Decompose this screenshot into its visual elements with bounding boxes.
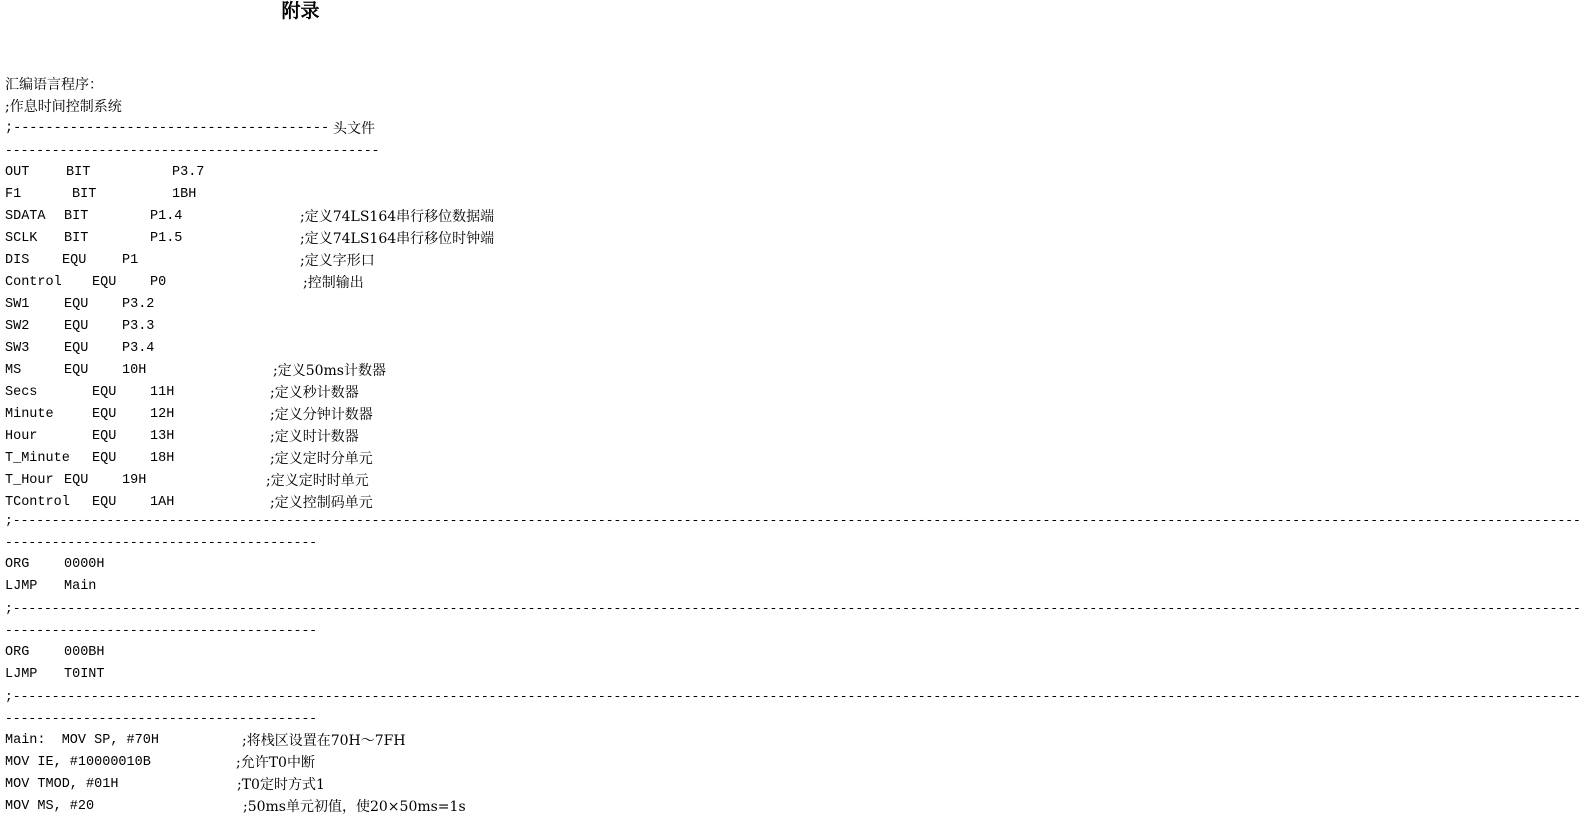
ljmp-instruction: LJMP (5, 579, 38, 594)
def-comment: ;定义分钟计数器 (270, 407, 373, 423)
def-value: P1.5 (150, 231, 183, 246)
def-comment: ;定义74LS164串行移位数据端 (300, 209, 495, 225)
def-name: TControl (5, 495, 70, 510)
separator-2-cont: ---------------------------------------- (5, 623, 318, 638)
def-comment: ;控制输出 (303, 275, 364, 291)
def-directive: EQU (64, 319, 89, 334)
def-name: SDATA (5, 209, 46, 224)
main-code: MOV IE, #10000010B (5, 755, 151, 770)
def-value: 1AH (150, 495, 175, 510)
def-value: P1.4 (150, 209, 183, 224)
ljmp-target: Main (64, 579, 97, 594)
def-directive: BIT (64, 231, 89, 246)
org-address: 0000H (64, 557, 105, 572)
intro-heading: 汇编语言程序： (5, 77, 103, 93)
def-value: P3.7 (172, 165, 205, 180)
def-directive: EQU (64, 297, 89, 312)
def-name: T_Minute (5, 451, 70, 466)
def-comment: ;定义时计数器 (270, 429, 359, 445)
main-comment: ;允许T0中断 (236, 755, 315, 771)
def-name: Hour (5, 429, 38, 444)
def-directive: BIT (66, 165, 91, 180)
def-comment: ;定义50ms计数器 (273, 363, 386, 379)
def-directive: EQU (64, 363, 89, 378)
main-comment: ;50ms单元初值，使20×50ms=1s (243, 799, 466, 815)
def-directive: BIT (72, 187, 97, 202)
def-name: Minute (5, 407, 54, 422)
def-name: Secs (5, 385, 38, 400)
def-directive: BIT (64, 209, 89, 224)
def-comment: ;定义秒计数器 (270, 385, 359, 401)
separator-1-cont: ---------------------------------------- (5, 535, 318, 550)
def-value: 1BH (172, 187, 197, 202)
def-value: P3.2 (122, 297, 155, 312)
separator-3: ;--------------------------------------------------------------------------------------------------------------------------------------------------------------------------------------------------------- (5, 689, 1581, 704)
def-value: P1 (122, 253, 139, 268)
separator-3-cont: ---------------------------------------- (5, 711, 318, 726)
def-name: DIS (5, 253, 30, 268)
def-directive: EQU (64, 473, 89, 488)
def-value: 12H (150, 407, 175, 422)
def-directive: EQU (92, 385, 117, 400)
def-name: T_Hour (5, 473, 54, 488)
def-value: P0 (150, 275, 167, 290)
main-code: Main: MOV SP, #70H (5, 733, 159, 748)
def-name: Control (5, 275, 62, 290)
def-directive: EQU (92, 429, 117, 444)
def-name: MS (5, 363, 22, 378)
header-separator-label: 头文件 (333, 121, 375, 137)
ljmp-instruction: LJMP (5, 667, 38, 682)
def-name: SCLK (5, 231, 38, 246)
def-name: SW1 (5, 297, 30, 312)
page-title: 附录 (281, 0, 320, 22)
separator-2: ;--------------------------------------------------------------------------------------------------------------------------------------------------------------------------------------------------------- (5, 601, 1581, 616)
main-code: MOV TMOD, #01H (5, 777, 119, 792)
def-value: 13H (150, 429, 175, 444)
def-directive: EQU (92, 451, 117, 466)
org-directive: ORG (5, 557, 30, 572)
main-comment: ;将栈区设置在70H～7FH (242, 733, 406, 749)
def-comment: ;定义定时分单元 (270, 451, 373, 467)
def-directive: EQU (64, 341, 89, 356)
separator-1: ;--------------------------------------------------------------------------------------------------------------------------------------------------------------------------------------------------------- (5, 513, 1581, 528)
def-comment: ;定义74LS164串行移位时钟端 (300, 231, 495, 247)
def-comment: ;定义控制码单元 (270, 495, 373, 511)
header-separator: ;--------------------------------------- (5, 121, 330, 136)
intro-program-name: ;作息时间控制系统 (5, 99, 122, 115)
def-value: 10H (122, 363, 147, 378)
def-value: P3.3 (122, 319, 155, 334)
def-directive: EQU (92, 495, 117, 510)
def-comment: ;定义定时时单元 (266, 473, 369, 489)
def-comment: ;定义字形口 (300, 253, 375, 269)
def-directive: EQU (92, 275, 117, 290)
def-name: SW3 (5, 341, 30, 356)
def-name: SW2 (5, 319, 30, 334)
def-value: 19H (122, 473, 147, 488)
def-value: 18H (150, 451, 175, 466)
def-name: OUT (5, 165, 30, 180)
header-separator-cont: ------------------------------------------------ (5, 143, 380, 158)
def-directive: EQU (92, 407, 117, 422)
main-code: MOV MS, #20 (5, 799, 95, 814)
org-address: 000BH (64, 645, 105, 660)
def-name: F1 (5, 187, 22, 202)
def-value: 11H (150, 385, 175, 400)
def-directive: EQU (62, 253, 87, 268)
org-directive: ORG (5, 645, 30, 660)
main-comment: ;T0定时方式1 (237, 777, 325, 793)
ljmp-target: T0INT (64, 667, 105, 682)
def-value: P3.4 (122, 341, 155, 356)
